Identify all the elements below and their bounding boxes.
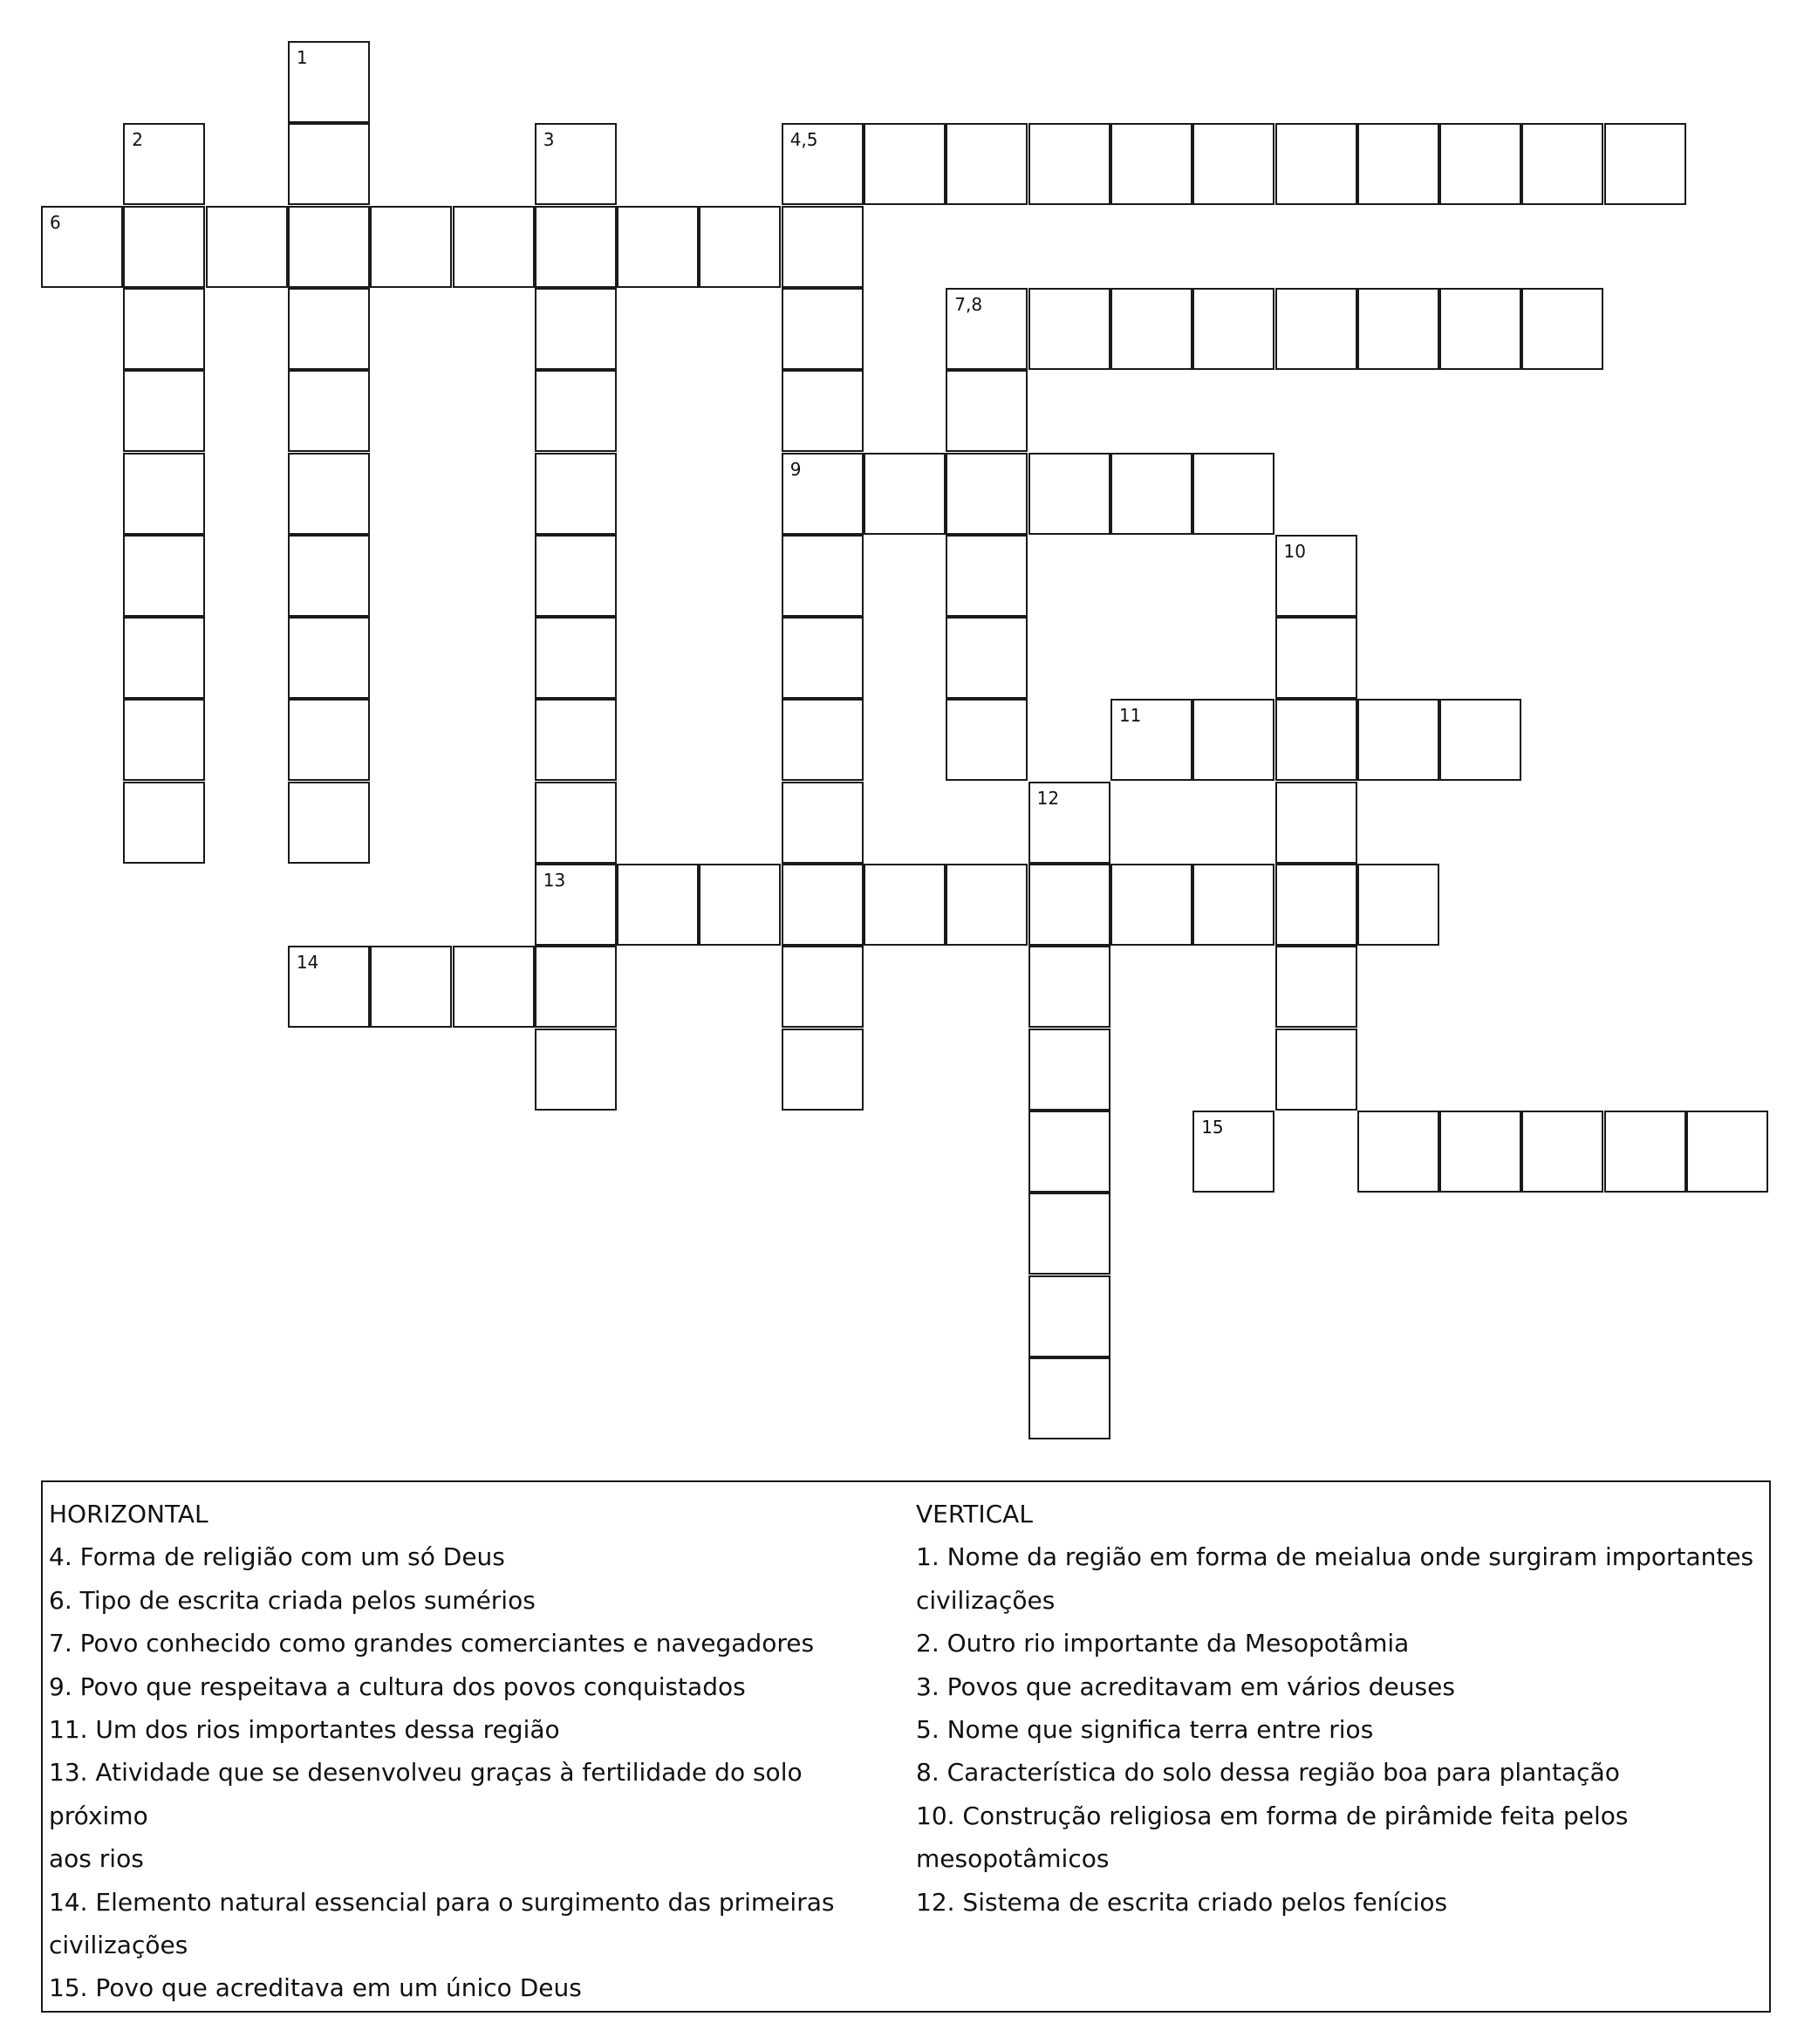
vertical-heading: VERTICAL (916, 1500, 1033, 1528)
clue-number: 15 (1201, 1116, 1224, 1138)
grid-cell[interactable] (535, 206, 617, 288)
grid-cell[interactable] (1275, 123, 1357, 205)
grid-cell[interactable] (1439, 699, 1521, 781)
grid-cell[interactable] (1028, 864, 1110, 946)
grid-cell[interactable] (1110, 123, 1192, 205)
grid-cell[interactable] (1192, 699, 1274, 781)
grid-cell[interactable] (123, 535, 205, 617)
grid-cell[interactable] (1192, 453, 1274, 535)
grid-cell[interactable] (288, 453, 370, 535)
grid-cell[interactable] (782, 699, 864, 781)
grid-cell[interactable] (1192, 288, 1274, 370)
grid-cell[interactable] (946, 617, 1028, 699)
grid-cell[interactable] (288, 535, 370, 617)
grid-cell[interactable] (1604, 1111, 1686, 1193)
grid-cell[interactable] (1110, 453, 1192, 535)
clue-line: 6. Tipo de escrita criada pelos sumérios (49, 1585, 536, 1615)
grid-cell[interactable] (946, 535, 1028, 617)
grid-cell[interactable] (453, 946, 535, 1028)
grid-cell[interactable] (1192, 123, 1274, 205)
grid-cell[interactable] (288, 782, 370, 864)
clue-line: 3. Povos que acreditavam em vários deuses (916, 1671, 1455, 1701)
grid-cell[interactable] (1357, 864, 1439, 946)
grid-cell[interactable] (123, 123, 205, 205)
clue-number: 6 (50, 211, 61, 233)
clue-line: mesopotâmicos (916, 1844, 1110, 1874)
grid-cell[interactable] (123, 699, 205, 781)
grid-cell[interactable] (1275, 946, 1357, 1028)
grid-cell[interactable] (123, 617, 205, 699)
grid-cell[interactable] (1357, 699, 1439, 781)
clue-number: 9 (789, 458, 802, 480)
grid-cell[interactable] (288, 41, 370, 123)
grid-cell[interactable] (1275, 699, 1357, 781)
grid-cell[interactable] (1028, 288, 1110, 370)
grid-cell[interactable] (123, 370, 205, 452)
grid-cell[interactable] (535, 370, 617, 452)
grid-cell[interactable] (535, 288, 617, 370)
clue-line: 4. Forma de religião com um só Deus (49, 1542, 505, 1572)
grid-cell[interactable] (1028, 453, 1110, 535)
grid-cell[interactable] (1028, 1193, 1110, 1275)
grid-cell[interactable] (864, 123, 946, 205)
grid-cell[interactable] (288, 123, 370, 205)
grid-cell[interactable] (288, 699, 370, 781)
horizontal-clue-list (49, 1535, 908, 2009)
clue-line: 14. Elemento natural essencial para o surgimento das primeiras (49, 1887, 835, 1917)
grid-cell[interactable] (782, 617, 864, 699)
grid-cell[interactable] (1275, 535, 1357, 617)
grid-cell[interactable] (1110, 288, 1192, 370)
grid-cell[interactable] (782, 123, 864, 205)
clue-line: 2. Outro rio importante da Mesopotâmia (916, 1629, 1410, 1658)
clue-number: 7,8 (954, 293, 983, 315)
grid-cell[interactable] (782, 535, 864, 617)
grid-cell[interactable] (617, 206, 699, 288)
grid-cell[interactable] (1028, 123, 1110, 205)
grid-cell[interactable] (1192, 1111, 1274, 1193)
grid-cell[interactable] (1686, 1111, 1768, 1193)
grid-cell[interactable] (123, 288, 205, 370)
grid-cell[interactable] (699, 864, 781, 946)
clue-line: 1. Nome da região em forma de meialua onde surgiram importantes (916, 1542, 1754, 1572)
grid-cell[interactable] (370, 946, 452, 1028)
clue-number: 3 (543, 129, 555, 151)
grid-cell[interactable] (946, 370, 1028, 452)
grid-cell[interactable] (699, 206, 781, 288)
grid-cell[interactable] (782, 453, 864, 535)
grid-cell[interactable] (288, 946, 370, 1028)
grid-cell[interactable] (453, 206, 535, 288)
grid-cell[interactable] (535, 123, 617, 205)
grid-cell[interactable] (1110, 864, 1192, 946)
grid-cell[interactable] (1275, 864, 1357, 946)
grid-cell[interactable] (782, 206, 864, 288)
grid-cell[interactable] (535, 946, 617, 1028)
grid-cell[interactable] (782, 370, 864, 452)
grid-cell[interactable] (782, 1029, 864, 1111)
grid-cell[interactable] (1521, 123, 1603, 205)
clue-line: 5. Nome que significa terra entre rios (916, 1715, 1374, 1745)
grid-cell[interactable] (946, 288, 1028, 370)
clue-number: 4,5 (789, 129, 818, 151)
grid-cell[interactable] (1028, 1029, 1110, 1111)
grid-cell[interactable] (1357, 123, 1439, 205)
grid-cell[interactable] (1028, 1275, 1110, 1357)
grid-cell[interactable] (946, 453, 1028, 535)
grid-cell[interactable] (1357, 1111, 1439, 1193)
clue-number: 14 (296, 952, 319, 974)
grid-cell[interactable] (782, 864, 864, 946)
horizontal-heading: HORIZONTAL (49, 1500, 208, 1528)
grid-cell[interactable] (1439, 288, 1521, 370)
grid-cell[interactable] (535, 1029, 617, 1111)
grid-cell[interactable] (123, 782, 205, 864)
grid-cell[interactable] (1275, 782, 1357, 864)
grid-cell[interactable] (864, 453, 946, 535)
grid-cell[interactable] (782, 782, 864, 864)
grid-cell[interactable] (1604, 123, 1686, 205)
grid-cell[interactable] (535, 864, 617, 946)
grid-cell[interactable] (41, 206, 123, 288)
clue-line: 11. Um dos rios importantes dessa região (49, 1715, 560, 1745)
grid-cell[interactable] (1110, 699, 1192, 781)
grid-cell[interactable] (1275, 617, 1357, 699)
clue-line: 8. Característica do solo dessa região boa para plantação (916, 1758, 1620, 1788)
grid-cell[interactable] (535, 782, 617, 864)
grid-cell[interactable] (535, 453, 617, 535)
grid-cell[interactable] (1521, 1111, 1603, 1193)
clue-number: 12 (1036, 787, 1060, 809)
grid-cell[interactable] (1275, 1029, 1357, 1111)
grid-cell[interactable] (535, 535, 617, 617)
clue-line: 7. Povo conhecido como grandes comerciantes e navegadores (49, 1629, 815, 1658)
grid-cell[interactable] (370, 206, 452, 288)
grid-cell[interactable] (946, 123, 1028, 205)
grid-cell[interactable] (1028, 782, 1110, 864)
grid-cell[interactable] (123, 206, 205, 288)
clue-number: 13 (543, 870, 566, 891)
clue-number: 10 (1283, 540, 1306, 562)
clue-line: 15. Povo que acreditava em um único Deus (49, 1973, 582, 2003)
clue-line: 10. Construção religiosa em forma de pirâmide feita pelos (916, 1801, 1629, 1830)
grid-cell[interactable] (288, 206, 370, 288)
grid-cell[interactable] (782, 946, 864, 1028)
grid-cell[interactable] (864, 864, 946, 946)
grid-cell[interactable] (288, 370, 370, 452)
grid-cell[interactable] (535, 617, 617, 699)
grid-cell[interactable] (123, 453, 205, 535)
grid-cell[interactable] (1439, 1111, 1521, 1193)
grid-cell[interactable] (1028, 946, 1110, 1028)
vertical-clues-column (916, 1493, 1762, 1924)
grid-cell[interactable] (1357, 288, 1439, 370)
vertical-clue-list (916, 1535, 1762, 1924)
grid-cell[interactable] (782, 288, 864, 370)
grid-cell[interactable] (288, 288, 370, 370)
clue-line: 12. Sistema de escrita criado pelos fenícios (916, 1887, 1448, 1917)
grid-cell[interactable] (1192, 864, 1274, 946)
clues-box (41, 1480, 1771, 2013)
clue-number: 11 (1118, 705, 1142, 727)
clue-line: 9. Povo que respeitava a cultura dos povos conquistados (49, 1671, 746, 1701)
grid-cell[interactable] (1028, 1357, 1110, 1439)
clue-line: civilizações (49, 1931, 188, 1960)
grid-cell[interactable] (1028, 1111, 1110, 1193)
grid-cell[interactable] (288, 617, 370, 699)
grid-cell[interactable] (1521, 288, 1603, 370)
clue-line: 13. Atividade que se desenvolveu graças à fertilidade do solo próximo (49, 1758, 803, 1830)
grid-cell[interactable] (206, 206, 288, 288)
clue-number: 1 (296, 47, 308, 68)
grid-cell[interactable] (617, 864, 699, 946)
grid-cell[interactable] (946, 699, 1028, 781)
grid-cell[interactable] (1439, 123, 1521, 205)
clue-number: 2 (132, 129, 144, 151)
clue-line: civilizações (916, 1585, 1056, 1615)
grid-cell[interactable] (946, 864, 1028, 946)
horizontal-clues-column (49, 1493, 908, 2010)
clue-line: aos rios (49, 1844, 144, 1874)
grid-cell[interactable] (535, 699, 617, 781)
grid-cell[interactable] (1275, 288, 1357, 370)
